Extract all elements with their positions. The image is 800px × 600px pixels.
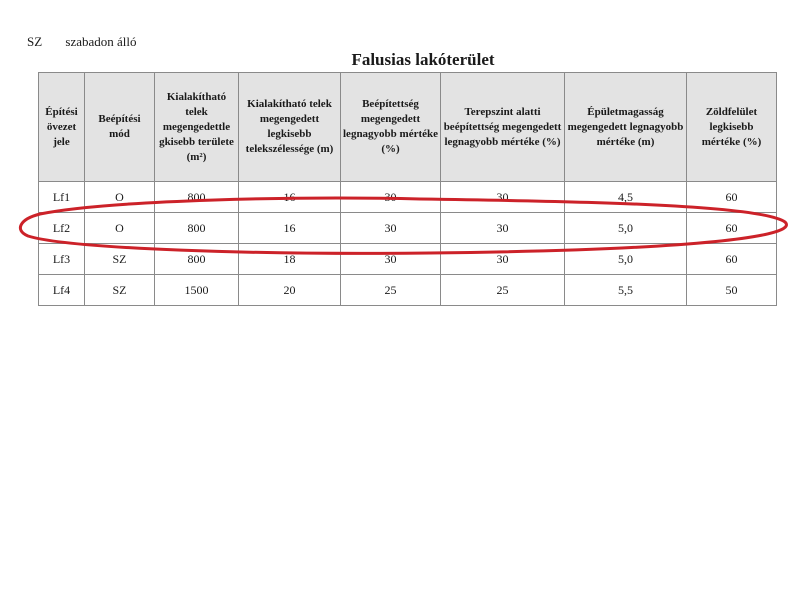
cell-building-mode: SZ xyxy=(85,244,155,275)
cell-zone-code: Lf2 xyxy=(39,213,85,244)
cell-max-building-height: 5,0 xyxy=(565,213,687,244)
header-min-plot-area: Kialakítható telek megengedettle gkisebb területe (m²) xyxy=(155,73,239,182)
zoning-table xyxy=(38,72,777,306)
header-max-coverage: Beépítettség megengedett legnagyobb mértéke (%) xyxy=(341,73,441,182)
legend xyxy=(27,34,137,50)
cell-min-plot-area: 800 xyxy=(155,182,239,213)
cell-max-coverage: 25 xyxy=(341,275,441,306)
legend-text: szabadon álló xyxy=(65,34,137,49)
cell-min-plot-width: 20 xyxy=(239,275,341,306)
page-title: Falusias lakóterület xyxy=(351,50,495,69)
cell-building-mode: O xyxy=(85,182,155,213)
cell-max-underground-coverage: 25 xyxy=(441,275,565,306)
cell-max-coverage: 30 xyxy=(341,244,441,275)
header-building-mode: Beépítési mód xyxy=(85,73,155,182)
cell-min-plot-area: 1500 xyxy=(155,275,239,306)
cell-min-green-area: 50 xyxy=(687,275,777,306)
cell-max-coverage: 30 xyxy=(341,213,441,244)
cell-min-plot-area: 800 xyxy=(155,213,239,244)
header-zone-code: Építési övezet jele xyxy=(39,73,85,182)
cell-zone-code: Lf1 xyxy=(39,182,85,213)
header-max-underground-coverage: Terepszint alatti beépítettség megengedett legnagyobb mértéke (%) xyxy=(441,73,565,182)
cell-building-mode: O xyxy=(85,213,155,244)
header-max-building-height: Épületmagasság megengedett legnagyobb mértéke (m) xyxy=(565,73,687,182)
header-min-plot-width: Kialakítható telek megengedett legkisebb telekszélessége (m) xyxy=(239,73,341,182)
cell-min-green-area: 60 xyxy=(687,182,777,213)
cell-max-underground-coverage: 30 xyxy=(441,244,565,275)
legend-code: SZ xyxy=(27,34,43,49)
cell-max-building-height: 5,5 xyxy=(565,275,687,306)
cell-max-coverage: 30 xyxy=(341,182,441,213)
cell-max-building-height: 4,5 xyxy=(565,182,687,213)
cell-zone-code: Lf4 xyxy=(39,275,85,306)
cell-min-plot-area: 800 xyxy=(155,244,239,275)
table-row xyxy=(39,275,777,306)
cell-max-underground-coverage: 30 xyxy=(441,182,565,213)
cell-max-underground-coverage: 30 xyxy=(441,213,565,244)
cell-min-plot-width: 18 xyxy=(239,244,341,275)
cell-min-plot-width: 16 xyxy=(239,182,341,213)
cell-min-green-area: 60 xyxy=(687,244,777,275)
table-row xyxy=(39,182,777,213)
table-row xyxy=(39,244,777,275)
header-min-green-area: Zöldfelület legkisebb mértéke (%) xyxy=(687,73,777,182)
cell-max-building-height: 5,0 xyxy=(565,244,687,275)
cell-min-plot-width: 16 xyxy=(239,213,341,244)
cell-min-green-area: 60 xyxy=(687,213,777,244)
cell-building-mode: SZ xyxy=(85,275,155,306)
cell-zone-code: Lf3 xyxy=(39,244,85,275)
table-row xyxy=(39,213,777,244)
table-header-row xyxy=(39,73,777,182)
